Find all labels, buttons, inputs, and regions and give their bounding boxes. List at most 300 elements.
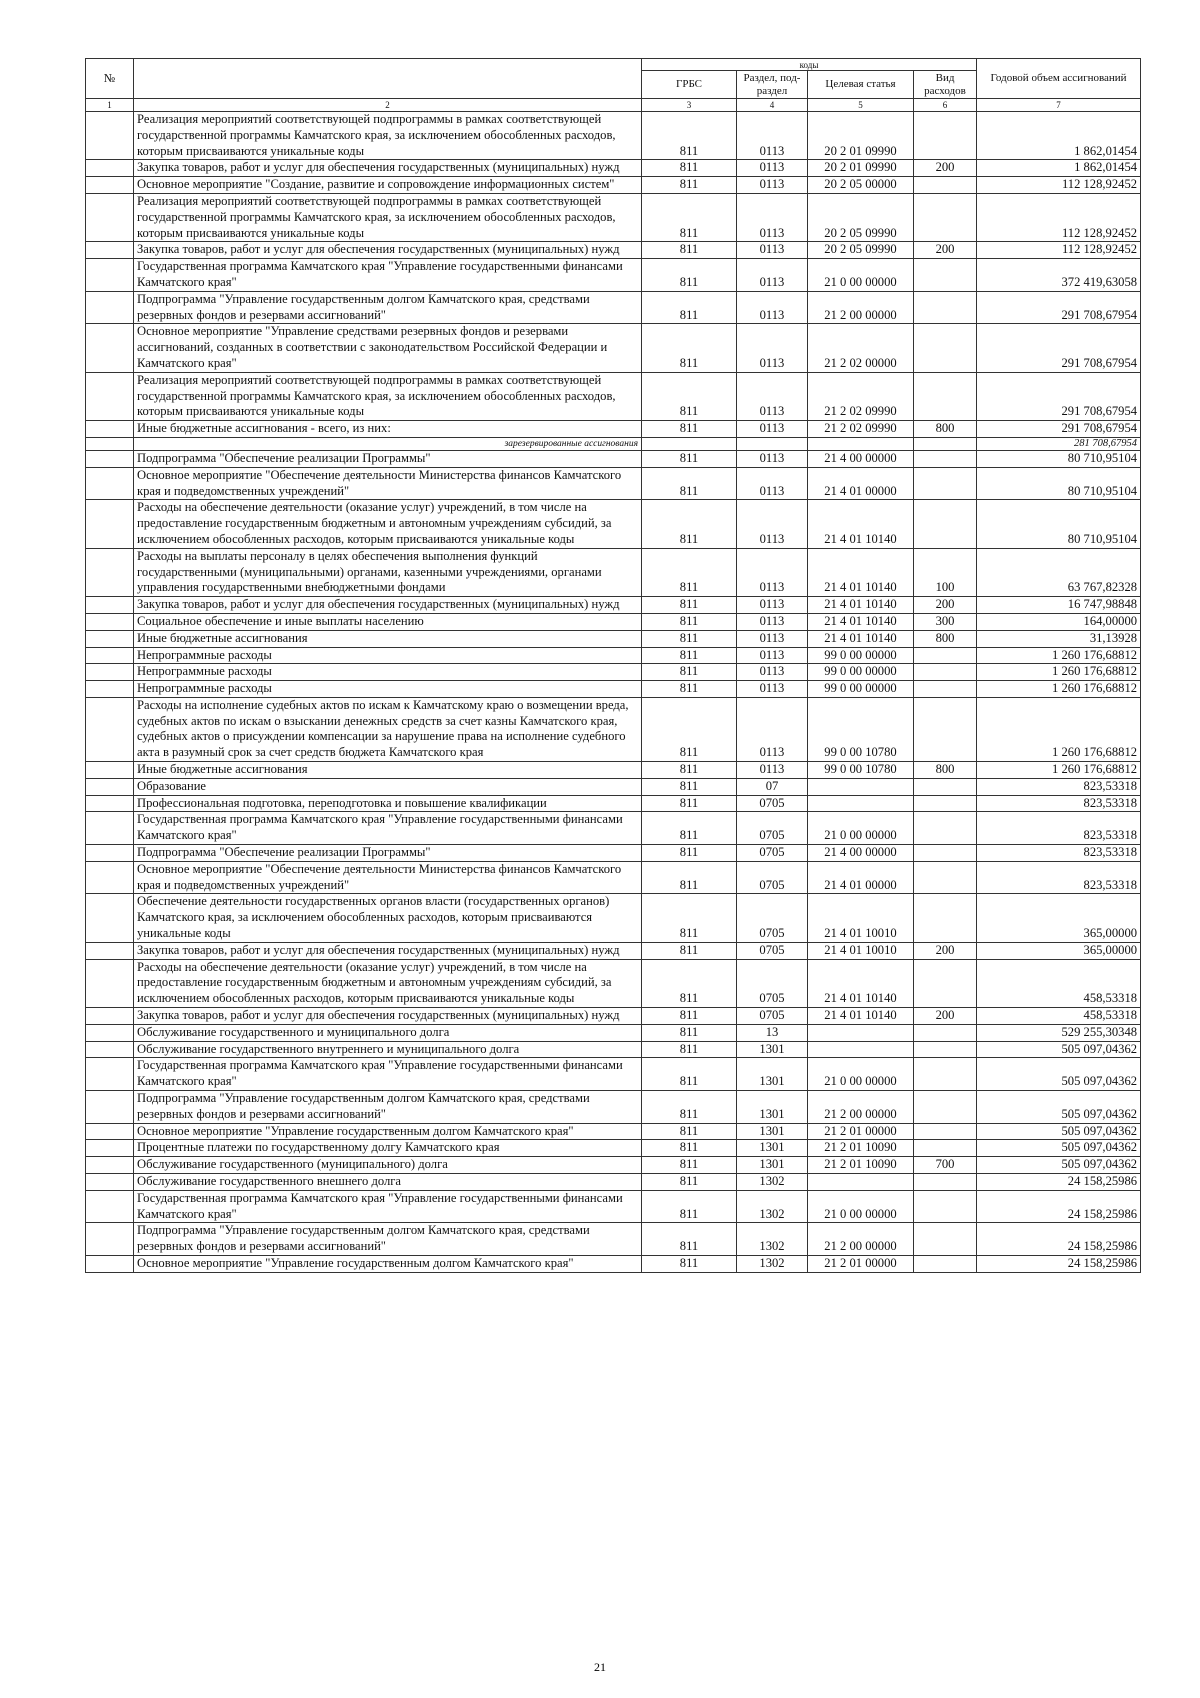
row-grbs-cell: 811 [642,500,737,548]
row-target-cell: 21 0 00 00000 [808,1058,914,1091]
row-grbs-cell: 811 [642,959,737,1007]
row-grbs-cell: 811 [642,613,737,630]
table-row [86,1041,1141,1058]
row-name-cell: Иные бюджетные ассигнования [134,630,642,647]
row-num-cell [86,324,134,372]
row-num-cell [86,372,134,420]
row-amount-cell: 112 128,92452 [977,193,1141,241]
row-amount-cell: 80 710,95104 [977,500,1141,548]
row-amount-cell: 80 710,95104 [977,450,1141,467]
row-section-cell: 0113 [737,647,808,664]
row-grbs-cell: 811 [642,697,737,761]
row-num-cell [86,1255,134,1272]
row-amount-cell: 823,53318 [977,778,1141,795]
row-grbs-cell: 811 [642,1157,737,1174]
row-amount-cell: 291 708,67954 [977,291,1141,324]
row-type-cell: 800 [914,630,977,647]
row-target-cell: 21 4 01 10140 [808,959,914,1007]
row-section-cell: 0113 [737,259,808,292]
row-target-cell: 20 2 05 09990 [808,242,914,259]
row-amount-cell: 823,53318 [977,812,1141,845]
row-num-cell [86,291,134,324]
row-name-cell: Реализация мероприятий соответствующей подпрограммы в рамках соответствующей государственной программы Камчатского края, за исключением обособленных расходов, которым присваиваются уникальные коды [134,193,642,241]
row-target-cell [808,1174,914,1191]
row-grbs-cell: 811 [642,1140,737,1157]
row-amount-cell: 365,00000 [977,942,1141,959]
row-grbs-cell: 811 [642,681,737,698]
row-section-cell: 0113 [737,762,808,779]
row-type-cell: 200 [914,597,977,614]
row-grbs-cell: 811 [642,421,737,438]
row-section-cell: 0113 [737,450,808,467]
row-section-cell: 0113 [737,548,808,596]
row-section-cell: 0705 [737,959,808,1007]
row-target-cell: 21 0 00 00000 [808,812,914,845]
row-type-cell: 200 [914,160,977,177]
row-type-cell [914,845,977,862]
row-num-cell [86,778,134,795]
row-num-cell [86,1174,134,1191]
table-row [86,259,1141,292]
row-num-cell [86,1190,134,1223]
table-row [86,762,1141,779]
colnum-4: 4 [737,99,808,112]
row-type-cell [914,467,977,500]
row-num-cell [86,647,134,664]
row-type-cell [914,1190,977,1223]
row-target-cell: 21 2 00 00000 [808,291,914,324]
table-row [86,112,1141,160]
row-amount-cell: 291 708,67954 [977,372,1141,420]
row-name-cell: Закупка товаров, работ и услуг для обеспечения государственных (муниципальных) нужд [134,1008,642,1025]
row-name-cell: Реализация мероприятий соответствующей подпрограммы в рамках соответствующей государственной программы Камчатского края, за исключением обособленных расходов, которым присваиваются уникальные коды [134,372,642,420]
row-section-cell: 1301 [737,1041,808,1058]
row-type-cell [914,664,977,681]
row-num-cell [86,894,134,942]
table-row [86,778,1141,795]
row-name-cell: Расходы на обеспечение деятельности (оказание услуг) учреждений, в том числе на предоставление государственным бюджетным и автономным учреждениям субсидий, за исключением обособленных расходов, которым присваиваются уникальные коды [134,500,642,548]
table-row [86,324,1141,372]
row-amount-cell: 80 710,95104 [977,467,1141,500]
row-grbs-cell: 811 [642,160,737,177]
row-type-cell [914,959,977,1007]
row-amount-cell: 823,53318 [977,795,1141,812]
table-row [86,942,1141,959]
row-name-cell: Процентные платежи по государственному долгу Камчатского края [134,1140,642,1157]
row-amount-cell: 505 097,04362 [977,1058,1141,1091]
row-type-cell [914,1091,977,1124]
row-target-cell: 99 0 00 00000 [808,681,914,698]
row-name-cell: Обслуживание государственного внутреннего и муниципального долга [134,1041,642,1058]
row-type-cell [914,372,977,420]
row-type-cell [914,437,977,450]
row-target-cell: 20 2 01 09990 [808,112,914,160]
row-amount-cell: 291 708,67954 [977,421,1141,438]
row-name-cell: Подпрограмма "Управление государственным долгом Камчатского края, средствами резервных фондов и резервами ассигнований" [134,291,642,324]
row-amount-cell: 291 708,67954 [977,324,1141,372]
row-name-cell: Закупка товаров, работ и услуг для обеспечения государственных (муниципальных) нужд [134,160,642,177]
row-target-cell [808,778,914,795]
row-name-cell: Основное мероприятие "Создание, развитие и сопровождение информационных систем" [134,177,642,194]
row-grbs-cell: 811 [642,942,737,959]
header-exptype: Вид расходов [914,71,977,99]
row-num-cell [86,1091,134,1124]
row-num-cell [86,437,134,450]
row-section-cell: 0113 [737,372,808,420]
row-type-cell [914,894,977,942]
header-grbs: ГРБС [642,71,737,99]
row-name-cell: Государственная программа Камчатского края "Управление государственными финансами Камчатского края" [134,259,642,292]
row-target-cell: 21 4 01 10140 [808,630,914,647]
row-section-cell: 0113 [737,177,808,194]
row-section-cell: 0113 [737,697,808,761]
table-row [86,193,1141,241]
row-name-cell: Подпрограмма "Управление государственным долгом Камчатского края, средствами резервных фондов и резервами ассигнований" [134,1091,642,1124]
row-section-cell: 0705 [737,795,808,812]
row-num-cell [86,1123,134,1140]
row-grbs-cell: 811 [642,812,737,845]
row-section-cell: 0113 [737,421,808,438]
row-name-cell: Государственная программа Камчатского края "Управление государственными финансами Камчатского края" [134,1058,642,1091]
row-num-cell [86,259,134,292]
row-amount-cell: 281 708,67954 [977,437,1141,450]
row-name-cell: Социальное обеспечение и иные выплаты населению [134,613,642,630]
row-type-cell [914,647,977,664]
row-type-cell [914,1255,977,1272]
row-type-cell: 200 [914,242,977,259]
row-target-cell [808,795,914,812]
row-name-cell: Обслуживание государственного внешнего долга [134,1174,642,1191]
table-row [86,500,1141,548]
row-grbs-cell: 811 [642,778,737,795]
row-grbs-cell: 811 [642,1058,737,1091]
row-target-cell: 21 4 01 10140 [808,548,914,596]
table-row [86,1008,1141,1025]
row-amount-cell: 112 128,92452 [977,177,1141,194]
row-grbs-cell [642,437,737,450]
colnum-3: 3 [642,99,737,112]
row-amount-cell: 505 097,04362 [977,1140,1141,1157]
row-type-cell [914,324,977,372]
table-row [86,861,1141,894]
table-row [86,160,1141,177]
row-amount-cell: 1 260 176,68812 [977,762,1141,779]
row-amount-cell: 24 158,25986 [977,1190,1141,1223]
row-grbs-cell: 811 [642,597,737,614]
row-name-cell: зарезервированные ассигнования [134,437,642,450]
row-section-cell: 0113 [737,467,808,500]
row-grbs-cell: 811 [642,845,737,862]
row-num-cell [86,177,134,194]
row-num-cell [86,242,134,259]
row-type-cell: 100 [914,548,977,596]
row-amount-cell: 1 260 176,68812 [977,697,1141,761]
row-amount-cell: 823,53318 [977,845,1141,862]
row-num-cell [86,467,134,500]
row-grbs-cell: 811 [642,1223,737,1256]
row-grbs-cell: 811 [642,1091,737,1124]
row-section-cell: 1301 [737,1157,808,1174]
row-type-cell [914,1024,977,1041]
row-target-cell: 21 4 01 10010 [808,942,914,959]
row-num-cell [86,1223,134,1256]
row-amount-cell: 529 255,30348 [977,1024,1141,1041]
row-grbs-cell: 811 [642,548,737,596]
row-num-cell [86,613,134,630]
row-section-cell: 0113 [737,291,808,324]
row-amount-cell: 24 158,25986 [977,1255,1141,1272]
row-section-cell: 0113 [737,500,808,548]
table-row [86,1255,1141,1272]
row-type-cell [914,500,977,548]
row-name-cell: Основное мероприятие "Управление средствами резервных фондов и резервами ассигнований, созданных в соответствии с законодательством Российской Федерации и Камчатского края" [134,324,642,372]
row-target-cell: 21 2 01 00000 [808,1123,914,1140]
row-num-cell [86,681,134,698]
row-target-cell: 99 0 00 10780 [808,697,914,761]
header-codes: коды [642,59,977,71]
row-target-cell [808,437,914,450]
row-num-cell [86,597,134,614]
row-grbs-cell: 811 [642,259,737,292]
row-type-cell [914,861,977,894]
table-row [86,812,1141,845]
table-row [86,1123,1141,1140]
row-target-cell: 21 2 02 09990 [808,372,914,420]
row-num-cell [86,1024,134,1041]
row-grbs-cell: 811 [642,1024,737,1041]
row-name-cell: Основное мероприятие "Управление государственным долгом Камчатского края" [134,1255,642,1272]
row-target-cell: 21 4 00 00000 [808,450,914,467]
row-name-cell: Иные бюджетные ассигнования [134,762,642,779]
row-section-cell: 0113 [737,324,808,372]
table-row [86,1091,1141,1124]
row-name-cell: Подпрограмма "Обеспечение реализации Программы" [134,845,642,862]
row-amount-cell: 823,53318 [977,861,1141,894]
colnum-6: 6 [914,99,977,112]
row-grbs-cell: 811 [642,177,737,194]
row-section-cell: 1302 [737,1223,808,1256]
row-target-cell: 21 2 00 00000 [808,1223,914,1256]
table-row [86,681,1141,698]
row-grbs-cell: 811 [642,1008,737,1025]
row-grbs-cell: 811 [642,324,737,372]
row-num-cell [86,861,134,894]
row-section-cell: 0113 [737,664,808,681]
row-amount-cell: 31,13928 [977,630,1141,647]
row-num-cell [86,112,134,160]
row-section-cell: 1301 [737,1140,808,1157]
row-name-cell: Реализация мероприятий соответствующей подпрограммы в рамках соответствующей государственной программы Камчатского края, за исключением обособленных расходов, которым присваиваются уникальные коды [134,112,642,160]
row-section-cell: 0113 [737,597,808,614]
row-num-cell [86,664,134,681]
row-type-cell: 200 [914,942,977,959]
page-number: 21 [594,1660,606,1674]
row-section-cell: 0705 [737,845,808,862]
row-grbs-cell: 811 [642,1041,737,1058]
row-num-cell [86,1041,134,1058]
row-name-cell: Обеспечение деятельности государственных органов власти (государственных органов) Камчатского края, за исключением обособленных расходов, которым присваиваются уникальные коды [134,894,642,942]
table-row [86,1157,1141,1174]
row-amount-cell: 112 128,92452 [977,242,1141,259]
row-name-cell: Основное мероприятие "Обеспечение деятельности Министерства финансов Камчатского края и подведомственных учреждений" [134,467,642,500]
row-name-cell: Расходы на исполнение судебных актов по искам к Камчатскому краю о возмещении вреда, судебных актов по искам о взыскании денежных средств за счет казны Камчатского края, судебных актов о присуждении компенсации за нарушение права на исполнение судебного акта в разумный срок за счет средств бюджета Камчатского края [134,697,642,761]
row-amount-cell: 505 097,04362 [977,1091,1141,1124]
table-row [86,845,1141,862]
row-name-cell: Основное мероприятие "Управление государственным долгом Камчатского края" [134,1123,642,1140]
row-grbs-cell: 811 [642,193,737,241]
row-name-cell: Расходы на выплаты персоналу в целях обеспечения выполнения функций государственными (муниципальными) органами, казенными учреждениями, органами управления государственными внебюджетными фондами [134,548,642,596]
row-target-cell: 21 2 01 10090 [808,1140,914,1157]
row-name-cell: Непрограммные расходы [134,647,642,664]
row-amount-cell: 1 260 176,68812 [977,647,1141,664]
row-target-cell: 99 0 00 00000 [808,647,914,664]
header-section: Раздел, под-раздел [737,71,808,99]
table-row [86,467,1141,500]
row-target-cell: 99 0 00 10780 [808,762,914,779]
row-target-cell: 21 0 00 00000 [808,1190,914,1223]
table-row [86,630,1141,647]
row-section-cell: 0113 [737,112,808,160]
row-num-cell [86,1008,134,1025]
budget-table [85,58,1141,1273]
row-grbs-cell: 811 [642,1123,737,1140]
row-target-cell: 21 4 01 00000 [808,861,914,894]
row-amount-cell: 365,00000 [977,894,1141,942]
row-grbs-cell: 811 [642,112,737,160]
row-num-cell [86,845,134,862]
row-name-cell: Закупка товаров, работ и услуг для обеспечения государственных (муниципальных) нужд [134,242,642,259]
row-num-cell [86,548,134,596]
row-grbs-cell: 811 [642,647,737,664]
row-target-cell: 21 4 00 00000 [808,845,914,862]
table-row [86,1140,1141,1157]
table-row [86,421,1141,438]
row-num-cell [86,762,134,779]
row-name-cell: Государственная программа Камчатского края "Управление государственными финансами Камчатского края" [134,812,642,845]
table-row [86,664,1141,681]
row-target-cell: 21 0 00 00000 [808,259,914,292]
table-row [86,894,1141,942]
header-target: Целевая статья [808,71,914,99]
table-row [86,613,1141,630]
row-num-cell [86,1058,134,1091]
row-target-cell: 21 2 02 09990 [808,421,914,438]
row-num-cell [86,942,134,959]
row-type-cell [914,450,977,467]
row-section-cell: 13 [737,1024,808,1041]
row-grbs-cell: 811 [642,894,737,942]
row-name-cell: Расходы на обеспечение деятельности (оказание услуг) учреждений, в том числе на предоставление государственным бюджетным и автономным учреждениям субсидий, за исключением обособленных расходов, которым присваиваются уникальные коды [134,959,642,1007]
row-grbs-cell: 811 [642,291,737,324]
row-type-cell: 300 [914,613,977,630]
row-section-cell: 0705 [737,1008,808,1025]
row-amount-cell: 372 419,63058 [977,259,1141,292]
row-grbs-cell: 811 [642,664,737,681]
row-section-cell: 0705 [737,942,808,959]
row-grbs-cell: 811 [642,1174,737,1191]
table-row [86,372,1141,420]
row-target-cell: 21 2 01 00000 [808,1255,914,1272]
row-num-cell [86,500,134,548]
table-row [86,1174,1141,1191]
row-section-cell: 1301 [737,1123,808,1140]
row-section-cell: 1301 [737,1091,808,1124]
row-amount-cell: 24 158,25986 [977,1174,1141,1191]
row-type-cell: 700 [914,1157,977,1174]
row-num-cell [86,450,134,467]
table-row [86,548,1141,596]
row-grbs-cell: 811 [642,861,737,894]
row-type-cell [914,1041,977,1058]
row-target-cell: 99 0 00 00000 [808,664,914,681]
row-type-cell: 800 [914,762,977,779]
row-target-cell [808,1024,914,1041]
colnum-7: 7 [977,99,1141,112]
row-amount-cell: 1 862,01454 [977,112,1141,160]
row-section-cell: 1302 [737,1174,808,1191]
table-row [86,437,1141,450]
row-name-cell: Обслуживание государственного и муниципального долга [134,1024,642,1041]
table-row [86,177,1141,194]
row-grbs-cell: 811 [642,1255,737,1272]
row-section-cell: 0113 [737,630,808,647]
row-name-cell: Профессиональная подготовка, переподготовка и повышение квалификации [134,795,642,812]
row-target-cell: 20 2 05 00000 [808,177,914,194]
row-amount-cell: 164,00000 [977,613,1141,630]
row-num-cell [86,1157,134,1174]
row-section-cell: 0705 [737,812,808,845]
row-target-cell: 20 2 05 09990 [808,193,914,241]
row-name-cell: Подпрограмма "Обеспечение реализации Программы" [134,450,642,467]
row-type-cell [914,1058,977,1091]
row-target-cell: 20 2 01 09990 [808,160,914,177]
row-num-cell [86,697,134,761]
row-amount-cell: 458,53318 [977,959,1141,1007]
row-num-cell [86,812,134,845]
row-target-cell: 21 4 01 10140 [808,1008,914,1025]
row-grbs-cell: 811 [642,630,737,647]
row-type-cell [914,1123,977,1140]
row-type-cell [914,795,977,812]
row-target-cell: 21 4 01 10010 [808,894,914,942]
row-num-cell [86,421,134,438]
row-grbs-cell: 811 [642,762,737,779]
table-row [86,1024,1141,1041]
document-page [85,58,1140,1273]
row-name-cell: Иные бюджетные ассигнования - всего, из них: [134,421,642,438]
row-name-cell: Государственная программа Камчатского края "Управление государственными финансами Камчатского края" [134,1190,642,1223]
row-amount-cell: 458,53318 [977,1008,1141,1025]
row-num-cell [86,959,134,1007]
row-name-cell: Обслуживание государственного (муниципального) долга [134,1157,642,1174]
row-target-cell: 21 4 01 00000 [808,467,914,500]
row-grbs-cell: 811 [642,467,737,500]
row-num-cell [86,1140,134,1157]
row-grbs-cell: 811 [642,372,737,420]
row-type-cell [914,681,977,698]
row-amount-cell: 16 747,98848 [977,597,1141,614]
row-target-cell: 21 4 01 10140 [808,597,914,614]
row-type-cell: 800 [914,421,977,438]
row-section-cell: 0113 [737,160,808,177]
row-section-cell: 1302 [737,1190,808,1223]
row-type-cell [914,259,977,292]
row-target-cell: 21 2 00 00000 [808,1091,914,1124]
row-section-cell: 1302 [737,1255,808,1272]
row-type-cell [914,1174,977,1191]
row-section-cell: 1301 [737,1058,808,1091]
table-row [86,795,1141,812]
